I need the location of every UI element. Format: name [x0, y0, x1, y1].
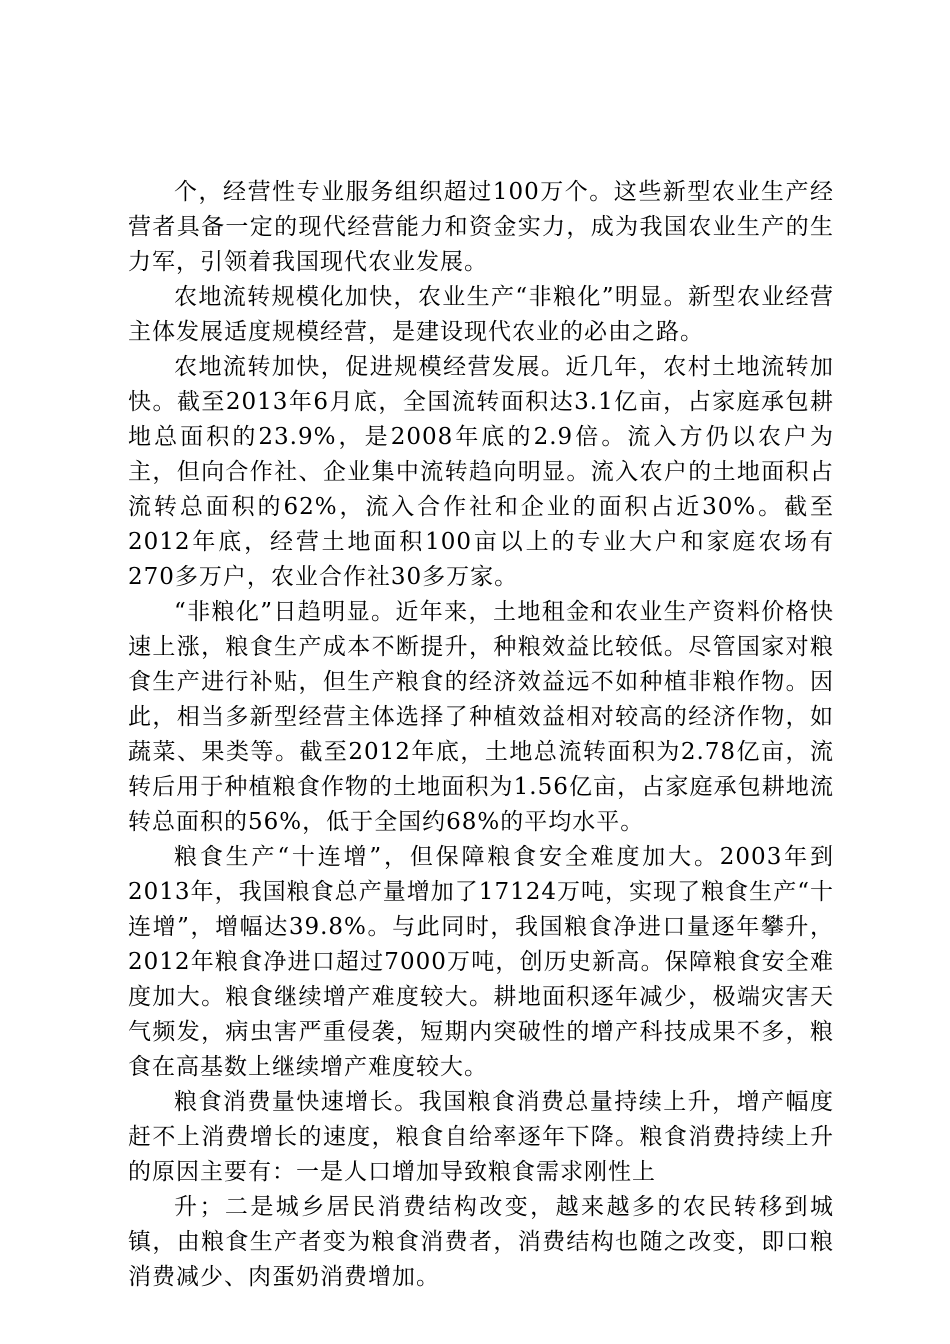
paragraph-1: 个，经营性专业服务组织超过100万个。这些新型农业生产经营者具备一定的现代经营能力和资金实力，成为我国农业生产的生力军，引领着我国现代农业发展。 — [128, 179, 834, 275]
paragraph-7: 升；二是城乡居民消费结构改变，越来越多的农民转移到城镇，由粮食生产者变为粮食消费者，消费结构也随之改变，即口粮消费减少、肉蛋奶消费增加。 — [128, 1194, 834, 1290]
paragraph-5: 粮食生产“十连增”，但保障粮食安全难度加大。2003年到2013年，我国粮食总产量增加了17124万吨，实现了粮食生产“十连增”，增幅达39.8%。与此同时，我国粮食净进口量逐年攀升，2012年粮食净进口超过7000万吨，创历史新高。保障粮食安全难度加大。粮食继续增产难度较大。耕地面积逐年减少，极端灾害天气频发，病虫害严重侵袭，短期内突破性的增产科技成果不多，粮食在高基数上继续增产难度较大。 — [128, 844, 834, 1080]
paragraph-6: 粮食消费量快速增长。我国粮食消费总量持续上升，增产幅度赶不上消费增长的速度，粮食自给率逐年下降。粮食消费持续上升的原因主要有：一是人口增加导致粮食需求刚性上 — [128, 1089, 834, 1185]
paragraph-3: 农地流转加快，促进规模经营发展。近几年，农村土地流转加快。截至2013年6月底，全国流转面积达3.1亿亩，占家庭承包耕地总面积的23.9%，是2008年底的2.9倍。流入方仍以农户为主，但向合作社、企业集中流转趋向明显。流入农户的土地面积占流转总面积的62%，流入合作社和企业的面积占近30%。截至2012年底，经营土地面积100亩以上的专业大户和家庭农场有270多万户，农业合作社30多万家。 — [128, 354, 834, 590]
paragraph-4: “非粮化”日趋明显。近年来，土地租金和农业生产资料价格快速上涨，粮食生产成本不断提升，种粮效益比较低。尽管国家对粮食生产进行补贴，但生产粮食的经济效益远不如种植非粮作物。因此，相当多新型经营主体选择了种植效益相对较高的经济作物，如蔬菜、果类等。截至2012年底，土地总流转面积为2.78亿亩，流转后用于种植粮食作物的土地面积为1.56亿亩，占家庭承包耕地流转总面积的56%，低于全国约68%的平均水平。 — [128, 599, 834, 835]
document-body — [128, 175, 834, 1295]
paragraph-2: 农地流转规模化加快，农业生产“非粮化”明显。新型农业经营主体发展适度规模经营，是建设现代农业的必由之路。 — [128, 284, 834, 345]
